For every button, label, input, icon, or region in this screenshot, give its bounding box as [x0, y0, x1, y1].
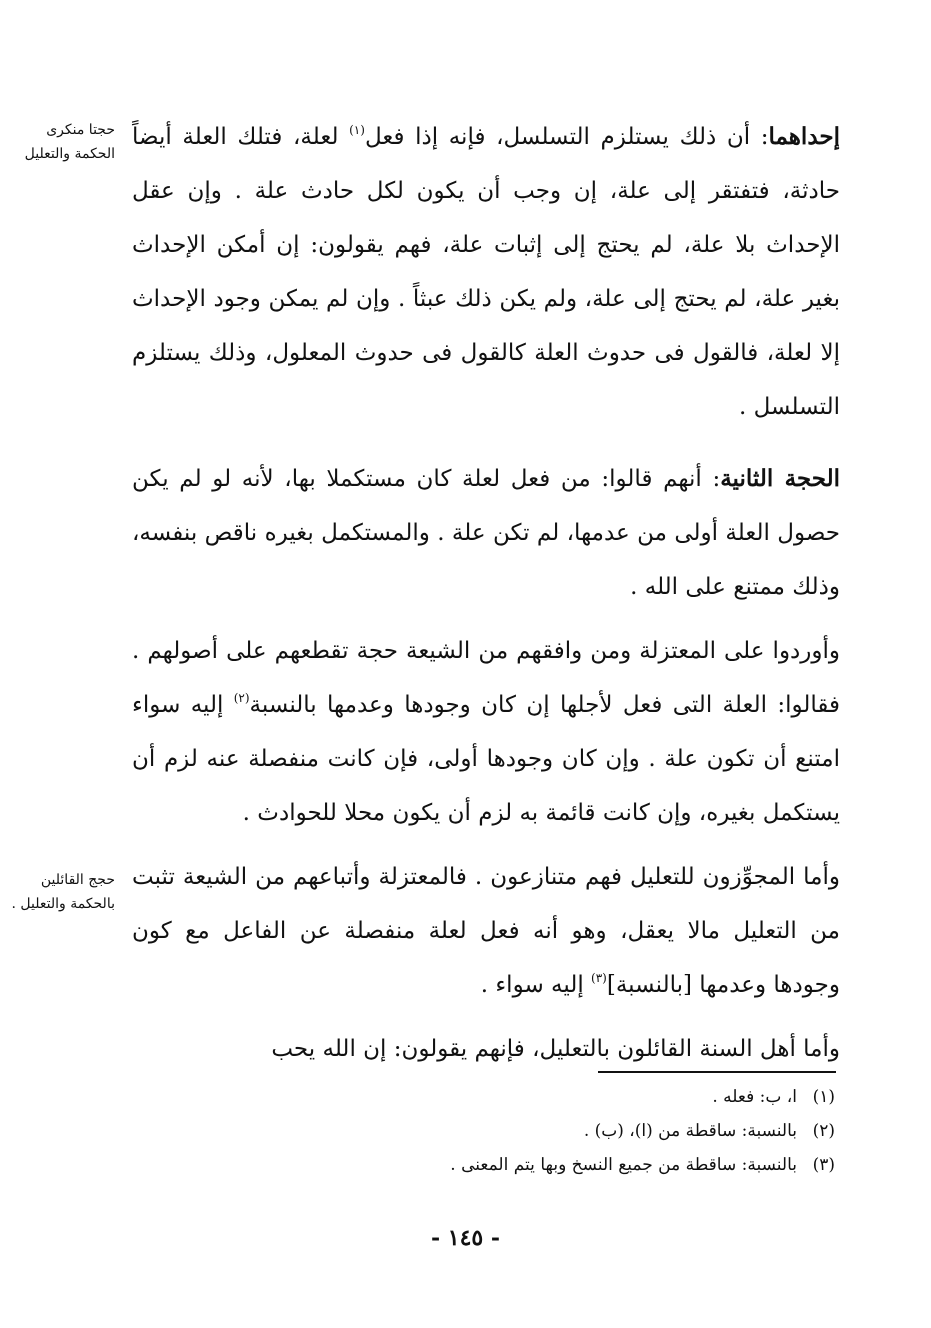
footnote-separator: [598, 1071, 836, 1073]
footnote-ref: (٣): [591, 971, 607, 985]
footnote-item: [315, 1148, 835, 1182]
paragraph-objection: [132, 624, 840, 840]
margin-note-deniers-arguments: حجتا منكرى الحكمة والتعليل: [24, 122, 115, 162]
paragraph-second-argument: [132, 452, 840, 614]
footnote-item: [315, 1080, 835, 1114]
paragraph-text: إليه سواء .: [480, 972, 592, 998]
paragraph-first-argument: [132, 110, 840, 434]
footnote-ref: (٢): [233, 691, 250, 705]
paragraph-text: إليه سواء امتنع أن تكون علة . وإن كان وجودها أولى، فإن كانت منفصلة عنه لزم أن يستكمل بغيره، وإن كانت قائمة به لزم أن يكون محلا للحوادث .: [132, 692, 840, 826]
footnote-text: ا، ب: فعله .: [712, 1087, 797, 1107]
margin-note-proponents-arguments: حجج القائلين بالحكمة والتعليل .: [11, 872, 115, 912]
footnote-text: بالنسبة: ساقطة من جميع النسخ وبها يتم المعنى .: [450, 1155, 797, 1175]
main-text: [132, 110, 840, 1076]
footnote-text: بالنسبة: ساقطة من (ا)، (ب) .: [583, 1121, 797, 1141]
footnote-number: (٢): [812, 1121, 835, 1141]
footnote-ref: (١): [349, 123, 365, 137]
page-number: - ١٤٥ -: [430, 1225, 501, 1251]
paragraph-text: وأوردوا على المعتزلة ومن وافقهم من الشيعة حجة تقطعهم على أصولهم . فقالوا: العلة التى فعل لأجلها إن كان وجودها وعدمها بالنسبة: [132, 638, 840, 718]
paragraph-text: لعلة، فتلك العلة أيضاً حادثة، فتفتقر إلى علة، إن وجب أن يكون لكل حادث علة . وإن عقل الإحداث بلا علة، لم يحتج إلى إثبات علة، فهم يقولون: إن أمكن الإحداث بغير علة، لم يحتج إلى علة، ولم يكن ذلك عبثاً . وإن لم يمكن وجود الإحداث إلا لعلة، فالقول فى حدوث العلة كالقول فى حدوث المعلول، وذلك يستلزم التسلسل .: [132, 124, 840, 420]
paragraph-text: : أن ذلك يستلزم التسلسل، فإنه إذا فعل: [364, 124, 769, 150]
paragraph-proponents: [132, 850, 840, 1012]
footnote-number: (٣): [812, 1155, 835, 1175]
footnote-item: [315, 1114, 835, 1148]
paragraph-text: : أنهم قالوا: من فعل لعلة كان مستكملا بها، لأنه لو لم يكن حصول العلة أولى من عدمها، لم تكن علة . والمستكمل بغيره ناقص بنفسه، وذلك ممتنع على الله .: [132, 466, 840, 600]
paragraph-lead: إحداهما: [768, 123, 841, 150]
paragraph-text: وأما المجوِّزون للتعليل فهم متنازعون . فالمعتزلة وأتباعهم من الشيعة تثبت من التعليل مالا يعقل، وهو أنه فعل لعلة منفصلة عن الفاعل مع كون وجودها وعدمها [بالنسبة]: [132, 864, 840, 998]
footnote-number: (١): [812, 1087, 835, 1107]
paragraph-lead: الحجة الثانية: [720, 465, 840, 492]
footnotes: [315, 1080, 835, 1182]
paragraph-ahl-sunna: وأما أهل السنة القائلون بالتعليل، فإنهم يقولون: إن الله يحب: [271, 1036, 840, 1062]
